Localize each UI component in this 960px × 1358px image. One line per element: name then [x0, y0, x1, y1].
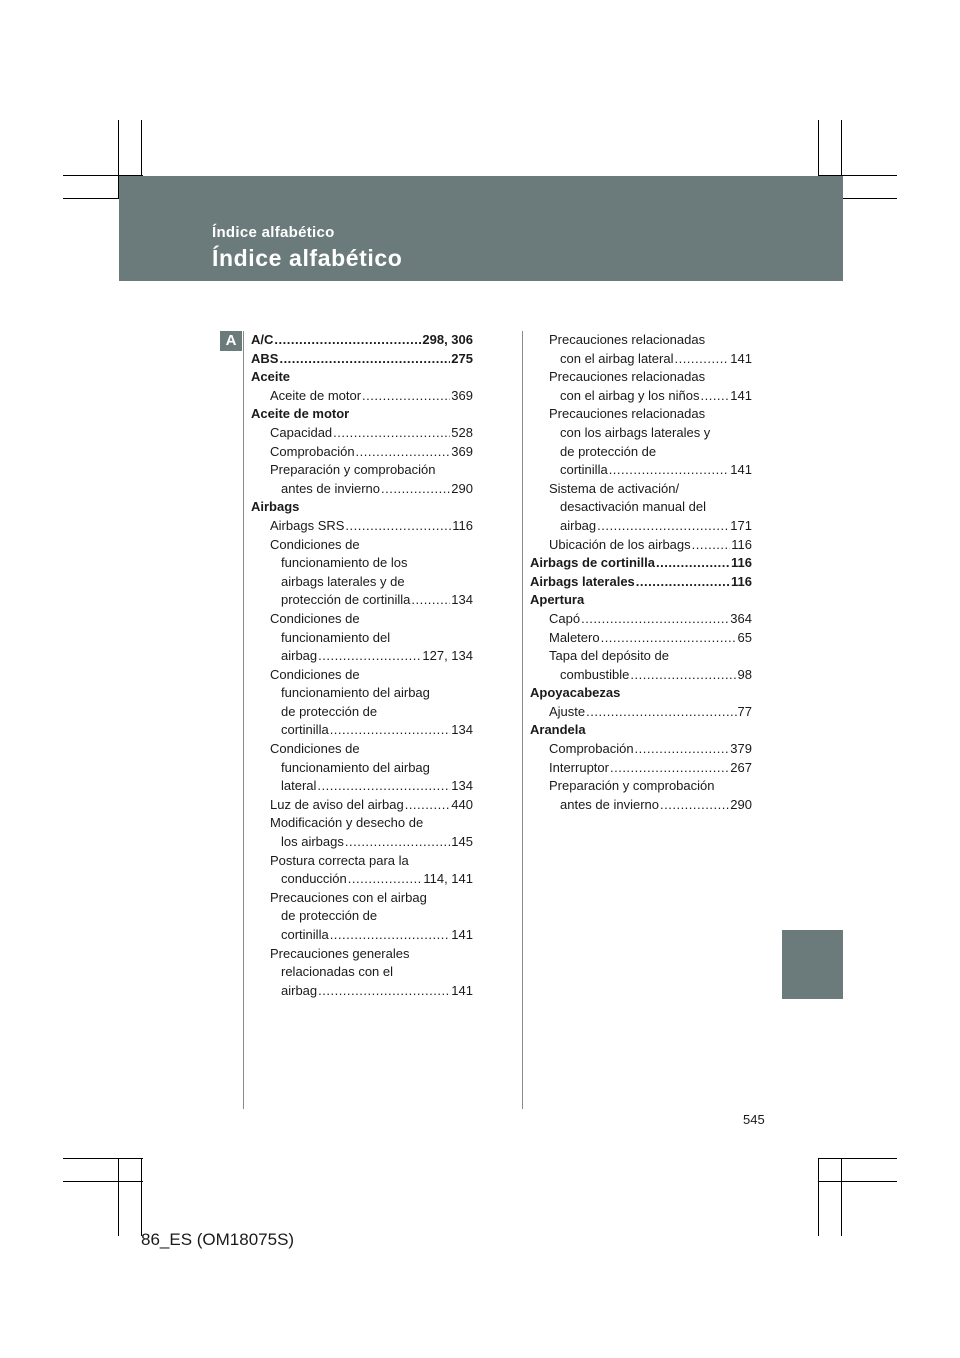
index-page-ref: 528 [451, 424, 473, 440]
index-entry-text: Airbags laterales [530, 573, 635, 589]
dot-leader [279, 350, 450, 369]
index-entry-text: funcionamiento del airbag [281, 759, 430, 775]
index-main-entry [251, 405, 473, 424]
index-sub-entry [251, 796, 473, 815]
index-entry-text: Condiciones de [270, 741, 360, 757]
index-page-ref: 275 [451, 350, 473, 366]
index-page-ref: 116 [731, 573, 752, 589]
dot-leader [381, 480, 450, 499]
dot-leader [581, 610, 729, 629]
index-page-ref: 379 [730, 741, 752, 757]
index-main-entry [530, 573, 752, 592]
dot-leader [601, 629, 737, 648]
crop-mark [118, 1158, 119, 1236]
index-sub-entry [251, 666, 473, 740]
index-page-ref: 134 [451, 722, 473, 738]
dot-leader [330, 926, 451, 945]
index-entry-text: Ajuste [549, 703, 586, 719]
index-left-column [251, 331, 473, 1000]
index-entry-text: cortinilla [281, 722, 329, 738]
index-entry-text: airbag [281, 648, 318, 664]
index-entry-text: Precauciones relacionadas [549, 332, 706, 347]
index-entry-text: Luz de aviso del airbag [270, 796, 404, 812]
dot-leader [330, 721, 451, 740]
index-page-ref: 290 [730, 796, 752, 812]
index-entry-text: Maletero [549, 629, 600, 645]
index-sub-entry [530, 740, 752, 759]
dot-leader [635, 740, 730, 759]
dot-leader [609, 461, 730, 480]
index-entry-text: con el airbag lateral [560, 350, 674, 366]
dot-leader [630, 666, 736, 685]
index-page-ref: 141 [730, 387, 752, 403]
index-page-ref: 369 [451, 443, 473, 459]
index-entry-text: Ubicación de los airbags [549, 536, 691, 552]
index-page-ref: 116 [731, 555, 752, 571]
index-main-entry [530, 554, 752, 573]
index-entry-text: funcionamiento del [281, 629, 391, 645]
section-label: Índice alfabético [212, 224, 335, 241]
dot-leader [405, 796, 451, 815]
index-sub-entry [530, 629, 752, 648]
index-page-ref: 364 [730, 610, 752, 626]
dot-leader [700, 387, 729, 406]
dot-leader [597, 517, 729, 536]
index-main-entry [530, 721, 752, 740]
crop-mark [818, 1181, 897, 1182]
index-sub-entry [251, 852, 473, 889]
index-entry-text: Condiciones de [270, 610, 360, 626]
index-entry-text: Apertura [530, 592, 585, 608]
index-entry-text: Preparación y comprobación [270, 462, 436, 478]
index-page-ref: 116 [731, 536, 752, 552]
index-main-entry [251, 368, 473, 387]
dot-leader [317, 777, 450, 796]
index-sub-entry [530, 647, 752, 684]
index-right-column [530, 331, 752, 814]
index-main-entry [251, 331, 473, 350]
index-page-ref: 77 [737, 703, 752, 719]
index-page-ref: 141 [730, 350, 752, 366]
dot-leader [692, 536, 731, 555]
index-entry-text: Tapa del depósito de [549, 648, 669, 664]
index-sub-entry [251, 889, 473, 945]
index-entry-text: Aceite de motor [251, 406, 350, 422]
index-entry-text: Condiciones de [270, 666, 360, 682]
index-sub-entry [530, 703, 752, 722]
crop-mark [841, 1158, 842, 1236]
index-sub-entry [251, 517, 473, 536]
index-sub-entry [530, 480, 752, 536]
dot-leader [411, 591, 450, 610]
dot-leader [674, 350, 729, 369]
dot-leader [333, 424, 450, 443]
index-sub-entry [530, 610, 752, 629]
index-entry-text: A/C [251, 332, 274, 347]
index-entry-text: conducción [281, 871, 347, 887]
index-page-ref: 134 [451, 778, 473, 794]
dot-leader [345, 833, 450, 852]
index-sub-entry [251, 387, 473, 406]
index-entry-text: ABS [251, 350, 279, 366]
index-main-entry [530, 591, 752, 610]
index-entry-text: Arandela [530, 722, 586, 738]
index-sub-entry [530, 777, 752, 814]
index-entry-text: de protección de [281, 908, 378, 924]
page-number: 545 [743, 1112, 765, 1127]
index-page-ref: 267 [730, 759, 752, 775]
index-page-ref: 141 [451, 927, 473, 942]
dot-leader [274, 331, 421, 350]
index-entry-text: de protección de [560, 443, 657, 459]
index-page-ref: 145 [451, 834, 473, 850]
index-entry-text: airbags laterales y de [281, 573, 405, 589]
index-entry-text: antes de invierno [281, 480, 381, 496]
index-main-entry [530, 684, 752, 703]
index-sub-entry [251, 814, 473, 851]
index-entry-text: lateral [281, 778, 317, 794]
dot-leader [348, 870, 423, 889]
dot-leader [318, 982, 450, 1001]
page-title: Índice alfabético [212, 245, 403, 271]
index-page-ref: 440 [451, 796, 473, 812]
dot-leader [356, 443, 451, 462]
dot-leader [610, 759, 729, 778]
index-sub-entry [530, 536, 752, 555]
index-entry-text: Aceite [251, 369, 291, 385]
crop-mark [63, 1181, 143, 1182]
index-page-ref: 369 [451, 387, 473, 403]
index-sub-entry [530, 368, 752, 405]
crop-mark [141, 1158, 142, 1236]
index-page-ref: 114, 141 [423, 871, 473, 887]
index-page-ref: 141 [730, 462, 752, 478]
index-sub-entry [530, 405, 752, 479]
index-entry-text: Sistema de activación/ [549, 480, 680, 496]
column-divider [243, 331, 244, 1109]
index-entry-text: Aceite de motor [270, 387, 362, 403]
index-entry-text: combustible [560, 666, 630, 682]
index-sub-entry [530, 331, 752, 368]
index-page-ref: 290 [451, 480, 473, 496]
index-entry-text: Capó [549, 610, 581, 626]
index-entry-text: antes de invierno [560, 796, 660, 812]
index-sub-entry [251, 443, 473, 462]
index-sub-entry [251, 945, 473, 1001]
index-main-entry [251, 350, 473, 369]
index-entry-text: Preparación y comprobación [549, 778, 715, 794]
index-entry-text: los airbags [281, 834, 344, 850]
crop-mark [818, 1158, 819, 1236]
index-entry-text: de protección de [281, 703, 378, 719]
index-entry-text: protección de cortinilla [281, 592, 411, 608]
index-entry-text: Airbags SRS [270, 517, 345, 533]
index-sub-entry [251, 424, 473, 443]
dot-leader [586, 703, 736, 722]
index-page-ref: 141 [451, 982, 473, 998]
index-entry-text: Comprobación [549, 741, 634, 757]
index-entry-text: cortinilla [560, 462, 608, 478]
index-sub-entry [251, 536, 473, 610]
index-sub-entry [251, 610, 473, 666]
index-entry-text: airbag [560, 517, 597, 533]
index-entry-text: Precauciones relacionadas [549, 369, 706, 385]
index-entry-text: desactivación manual del [560, 499, 706, 515]
index-sub-entry [530, 759, 752, 778]
index-entry-text: airbag [281, 982, 318, 998]
index-entry-text: Precauciones relacionadas [549, 406, 706, 422]
index-page-ref: 65 [737, 629, 752, 645]
dot-leader [362, 387, 450, 406]
dot-leader [318, 647, 421, 666]
index-entry-text: Airbags de cortinilla [530, 555, 655, 571]
index-entry-text: funcionamiento del airbag [281, 685, 430, 701]
index-page-ref: 134 [451, 592, 473, 608]
index-sub-entry [251, 461, 473, 498]
index-page-ref: 127, 134 [422, 648, 473, 664]
header-band [119, 176, 843, 281]
index-page-ref: 298, 306 [422, 332, 473, 347]
dot-leader [636, 573, 730, 592]
footer-code: 86_ES (OM18075S) [141, 1230, 295, 1249]
index-entry-text: con los airbags laterales y [560, 424, 711, 440]
index-entry-text: Precauciones generales [270, 945, 410, 961]
dot-leader [656, 554, 730, 573]
index-entry-text: Condiciones de [270, 536, 360, 552]
index-entry-text: Comprobación [270, 443, 355, 459]
index-entry-text: relacionadas con el [281, 964, 394, 980]
index-page-ref: 116 [452, 517, 473, 533]
index-entry-text: Interruptor [549, 759, 609, 775]
index-entry-text: funcionamiento de los [281, 555, 408, 571]
index-entry-text: Capacidad [270, 424, 333, 440]
crop-mark [63, 1158, 143, 1159]
dot-leader [345, 517, 451, 536]
index-entry-text: Precauciones con el airbag [270, 889, 427, 905]
section-side-tab [782, 930, 843, 999]
dot-leader [660, 796, 729, 815]
index-page-ref: 98 [737, 666, 752, 682]
index-entry-text: Modificación y desecho de [270, 815, 424, 831]
index-entry-text: Airbags [251, 499, 300, 515]
letter-tab: A [220, 331, 242, 351]
index-entry-text: cortinilla [281, 927, 329, 942]
index-main-entry [251, 498, 473, 517]
column-divider [522, 331, 523, 1109]
index-entry-text: con el airbag y los niños [560, 387, 700, 403]
index-page-ref: 171 [730, 517, 752, 533]
crop-mark [818, 1158, 897, 1159]
index-entry-text: Apoyacabezas [530, 685, 621, 701]
index-sub-entry [251, 740, 473, 796]
index-entry-text: Postura correcta para la [270, 852, 409, 868]
